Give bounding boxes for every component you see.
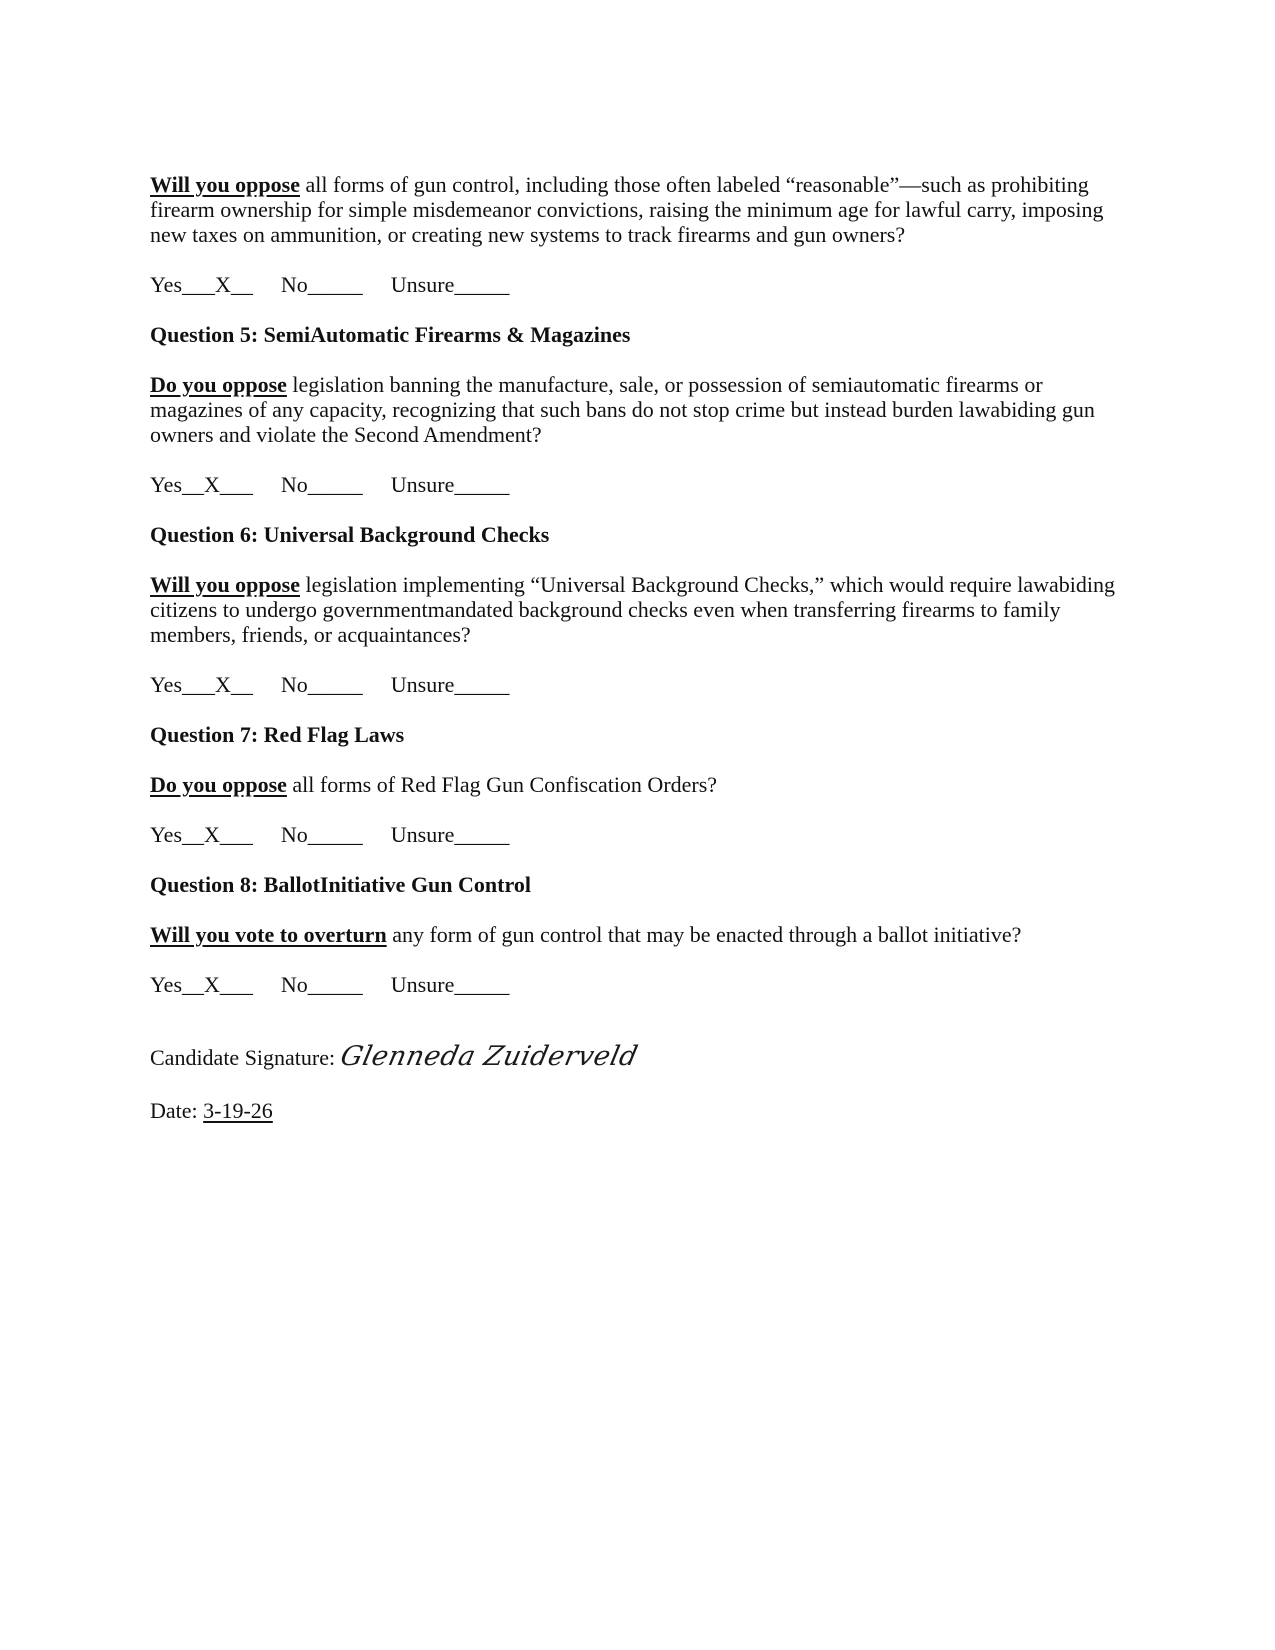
q8-text: any form of gun control that may be enacted through a ballot initiative? <box>386 922 1022 947</box>
q6-answers <box>150 672 1125 697</box>
date-line <box>150 1098 1125 1123</box>
signature-block <box>150 1041 1125 1123</box>
q7-lead: Do you oppose <box>150 772 287 797</box>
q6-no: No_____ <box>280 672 363 697</box>
q7-no: No_____ <box>280 822 363 847</box>
q4-question <box>150 172 1125 247</box>
q7-yes: Yes__X___ <box>150 822 253 847</box>
q8-no: No_____ <box>280 972 363 997</box>
q6-text: legislation implementing “Universal Background Checks,” which would require lawabiding citizens to undergo governmentmandated background checks even when transferring firearms to family members, friends, or acquaintances? <box>150 572 1116 647</box>
q4-text: all forms of gun control, including those often labeled “reasonable”—such as prohibiting firearm ownership for simple misdemeanor convictions, raising the minimum age for lawful carry, imposing new taxes on ammunition, or creating new systems to track firearms and gun owners? <box>150 172 1104 247</box>
q7-question <box>150 772 1125 797</box>
q7-heading: Question 7: Red Flag Laws <box>150 722 405 747</box>
q6-unsure: Unsure_____ <box>390 672 510 697</box>
q6-lead: Will you oppose <box>150 572 300 597</box>
signature-line <box>150 1041 1125 1072</box>
q5-question <box>150 372 1125 447</box>
q7-unsure: Unsure_____ <box>390 822 510 847</box>
q4-answers <box>150 272 1125 297</box>
q5-answers <box>150 472 1125 497</box>
q4-no: No_____ <box>280 272 363 297</box>
candidate-signature: Glenneda Zuiderveld <box>337 1041 641 1072</box>
q8-question <box>150 922 1125 947</box>
q8-heading: Question 8: BallotInitiative Gun Control <box>150 872 531 897</box>
q8-answers <box>150 972 1125 997</box>
q4-lead: Will you oppose <box>150 172 300 197</box>
q5-heading: Question 5: SemiAutomatic Firearms & Magazines <box>150 322 631 347</box>
q5-text: legislation banning the manufacture, sale, or possession of semiautomatic firearms or magazines of any capacity, recognizing that such bans do not stop crime but instead burden lawabiding gun owners and violate the Second Amendment? <box>150 372 1095 447</box>
q5-yes: Yes__X___ <box>150 472 253 497</box>
q4-unsure: Unsure_____ <box>390 272 510 297</box>
signature-label: Candidate Signature: <box>150 1045 341 1070</box>
questionnaire-page <box>150 172 1125 1123</box>
q5-unsure: Unsure_____ <box>390 472 510 497</box>
date-value: 3-19-26 <box>203 1098 273 1123</box>
q4-yes: Yes___X__ <box>150 272 253 297</box>
q6-heading: Question 6: Universal Background Checks <box>150 522 550 547</box>
date-label: Date: <box>150 1098 204 1123</box>
q5-lead: Do you oppose <box>150 372 287 397</box>
q8-unsure: Unsure_____ <box>390 972 510 997</box>
q5-no: No_____ <box>280 472 363 497</box>
q6-yes: Yes___X__ <box>150 672 253 697</box>
q7-text: all forms of Red Flag Gun Confiscation Orders? <box>286 772 718 797</box>
q8-lead: Will you vote to overturn <box>150 922 387 947</box>
q8-yes: Yes__X___ <box>150 972 253 997</box>
q6-question <box>150 572 1125 647</box>
q7-answers <box>150 822 1125 847</box>
